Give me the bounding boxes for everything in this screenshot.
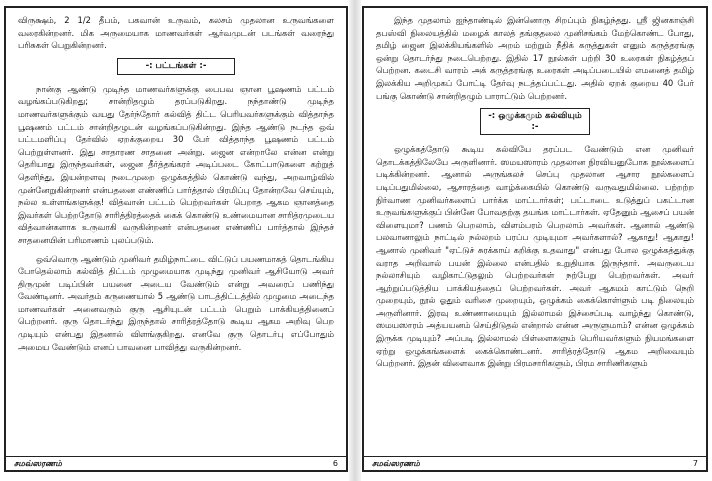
right-section-heading: -: ஒழுக்கமும் கல்வியும் :-	[480, 108, 590, 135]
left-top-paragraph: விருக்ஷம், 2 1/2 தீபம், பகவான் உருவம், கலசம் முதலான உருவங்களை வரைகின்றனர். மிக அருமையாக மாணவர்கள் ஆர்வமுடன் படங்கள் வரைந்து பரிசுகள் பெறுகின்றனர்.	[18, 15, 334, 51]
right-page-footer	[364, 456, 706, 470]
book-gutter	[349, 0, 361, 481]
right-footer-title: சமவ்ஸரணம்	[372, 458, 420, 468]
left-section-heading: -: பட்டங்கள் :-	[117, 58, 235, 75]
right-page-number: 7	[692, 459, 698, 468]
left-paragraph-1: நான்கு ஆண்டு முடிந்த மாணவர்களுக்கு பைபவ ஞான பூஷணம் பட்டம் வழங்கப்படுகிறது; சான்றிதழும் தரப்படுகிறது. நந்தாண்டு முடிந்த மாணவர்களுக்கும் வயது தேர்ந்தோர் கல்வித் திட்ட பெரியவர்களுக்கும் வித்தாந்த பூஷணம் பட்டம் சான்றிதழுடன் வழங்கப்படுகின்றது. இந்த ஆண்டு நடந்த ஒவ் பட்டமளிப்பு தேர்வில் ஏறக்குறைய 30 பேர் வித்தாந்த பூஷணம் பட்டம் பெற்றுள்ளனர். இது சாதாரண சாதனை அன்று. ஜைன என்றாலே என்ன என்று தெரியாது இருந்தவர்கள், ஜைன தீர்த்தங்கரர் அடிப்படை கோட்பாடுகளை கற்றுத் தெளிந்து, இயன்றளவு நடைமுறை ஒழுக்கத்தில் கொண்டு வந்து, அறவாழ்வில் முன்னேறுகின்றனர் என்பதனை எண்ணிப் பார்த்தால் பிரமிப்பு தோன்றவே செய்யும், நல்ல உள்ளங்களுக்கு! வித்வான் பட்டம் பெற்றவர்கள் பெறாத ஆகம ஞானத்தை இவர்கள் பெற்றதோடு சாரித்திரத்தைக் கைக் கொண்டு உண்மையான சாரித்ரமுடைய வித்வான்களாக உருவாகி வருகின்றனர் என்பதனை எண்ணிப் பார்த்தால் இந்தச் சாதனையின் பரிமாணம் புலப்படும்.	[18, 83, 334, 245]
left-page	[4, 6, 348, 472]
left-page-number: 6	[332, 459, 338, 468]
right-paragraph-2: ஒழுக்கத்தோடு கூடிய கல்வியே தரப்பட வேண்டும் என முனிவர் தொடக்கத்திலேயே அருளினார். ஸமயஸாரம் முதலான நிரவியனுபோக நூல்களைப் படிக்கின்றனர். ஆனால் அருங்கலச் செப்பு முதலான ஆசார நூல்களைப் படிப்பதுமில்லை, ஆசாரத்தை வாழ்க்கையில் கொண்டு வருவதுமில்லை. பற்றற்ற நிர்வாண முனிவர்களைப் பார்க்க மாட்டார்கள்; பட்டாடை உடுத்துப் பகட்டான உருவங்களுக்குப் பின்னே போவதற்கு தயங்க மாட்டார்கள். ஏதேனும் ஆசைப் பயன் விளையுமா? பணம் பெறலாம், விளம்பரம் பெறலாம் அவர்கள். ஆனால் ஆண்டு பலவானாலும் நாட்டில் நல்லறம் பரப்ப முடியுமா அவர்களால்? ஆகாது! ஆகாது! ஆனால் முனிவர் "ஏட்டுச் சுரக்காய் கறிக்கு உதவாது" என்பது போல ஒழுக்கத்துக்கு வராத அறிவால் பயன் இல்லை என்பதில் உறுதியாக இருந்தார். அவருடைய நல்லாசியும் வழிகாட்டுதலும் பெற்றவர்கள் நற்பேறு பெற்றவர்கள். அவர் ஆற்றுப்படுத்திய பாக்கியத்தைப் பெற்றவர்கள். அவர் ஆகமம் காட்டும் நெறி முறையும், நூல் ஓதும் வரிசை முறையும், ஒழுக்கம் கைக்கொள்ளும் படி நிலையும் அருளினார். இரவு உண்ணாமையும் இல்லாமல் இச்சைப்படி வாழ்ந்து கொண்டு, ஸமயஸாரம் அத்யயனம் செய்திடுதல் என்றால் என்ன அருளுமாம்? என்ன ஒழுக்கம் இருக்க முடியும்? அப்படி இல்லாமல் பிள்ளைகளும் பெரியவர்களும் நியமங்களை ஏற்று ஒழுக்கங்களைக் கைக்கொண்டனர். சாரித்ரத்தோடு ஆகம அறிவையும் பெற்றனர். இதன் விளைவாக இன்று பிரமசாரிகளும், பிரம சாரிணிகளும்	[376, 144, 694, 369]
left-paragraph-2: ஒவ்வொரு ஆண்டும் முனிவர் தமிழ்நாட்டை விட்டுப் பயணமாகத் தொடங்கிய போதெல்லாம் கல்வித் திட்டம் முழுமையாக முடிந்து முனிவர் ஆசியோடு அவர் திருமுன் படிப்பின் பயனை அடைய வேண்டும் என்று அவரைப் பணிந்து வேண்டினர். அவர்தம் கருணையால் 5 ஆண்டு பாடத்திட்டத்தில் முழுமை அடைந்த மாணவர்கள் அனைவரும் குரு ஆசியுடன் பட்டம் பெறும் பாக்கியத்தினைப் பெற்றனர். குரு தொடர்ந்து இருந்தால் சாரித்ரத்தோடு கூடிய ஆகம அறிவு பெற முடியும் என்பது இதனால் விளங்குகிறது. எனவே குரு தொடர்பு எப்போதும் அமைய வேண்டும் எனப் பாவனை பாவித்து வருகின்றனர்.	[18, 253, 334, 352]
right-page	[362, 6, 708, 472]
right-paragraph-1: இந்த முதலாம் ஐந்தாண்டில் இன்னொரு சிறப்பும் நிகழ்ந்தது. ஸ்ரீ ஜினகாஞ்சி தபஸ்வி நிலையத்தில் மழைக் காலத் தங்குதலை முனிசங்கம் மேற்கொண்ட போது, தமிழ் ஜைன இலக்கியங்களில் அறம் மற்றும் நீதிக் கருத்துகள் எனும் கருத்தரங்கு ஒன்று தொடர்ந்து நடைபெற்றது. இதில் 17 நூல்கள் பற்றி 30 உரைகள் நிகழ்த்தப் பெற்றன. கடைசி வாரம் அக் கருத்தரங்கு உரைகள் அடிப்படையில் எமனைத் தமிழ் இலக்கிய அறிமுகப் போட்டி தேர்வு நடத்தப்பட்டது. அதில் ஏறக் குறைய 40 பேர் பங்கு கொண்டு சான்றிதழும் பாராட்டும் பெற்றனர்.	[376, 15, 694, 101]
left-page-footer	[6, 456, 346, 470]
left-footer-title: சமவ்ஸரணம்	[14, 458, 62, 468]
